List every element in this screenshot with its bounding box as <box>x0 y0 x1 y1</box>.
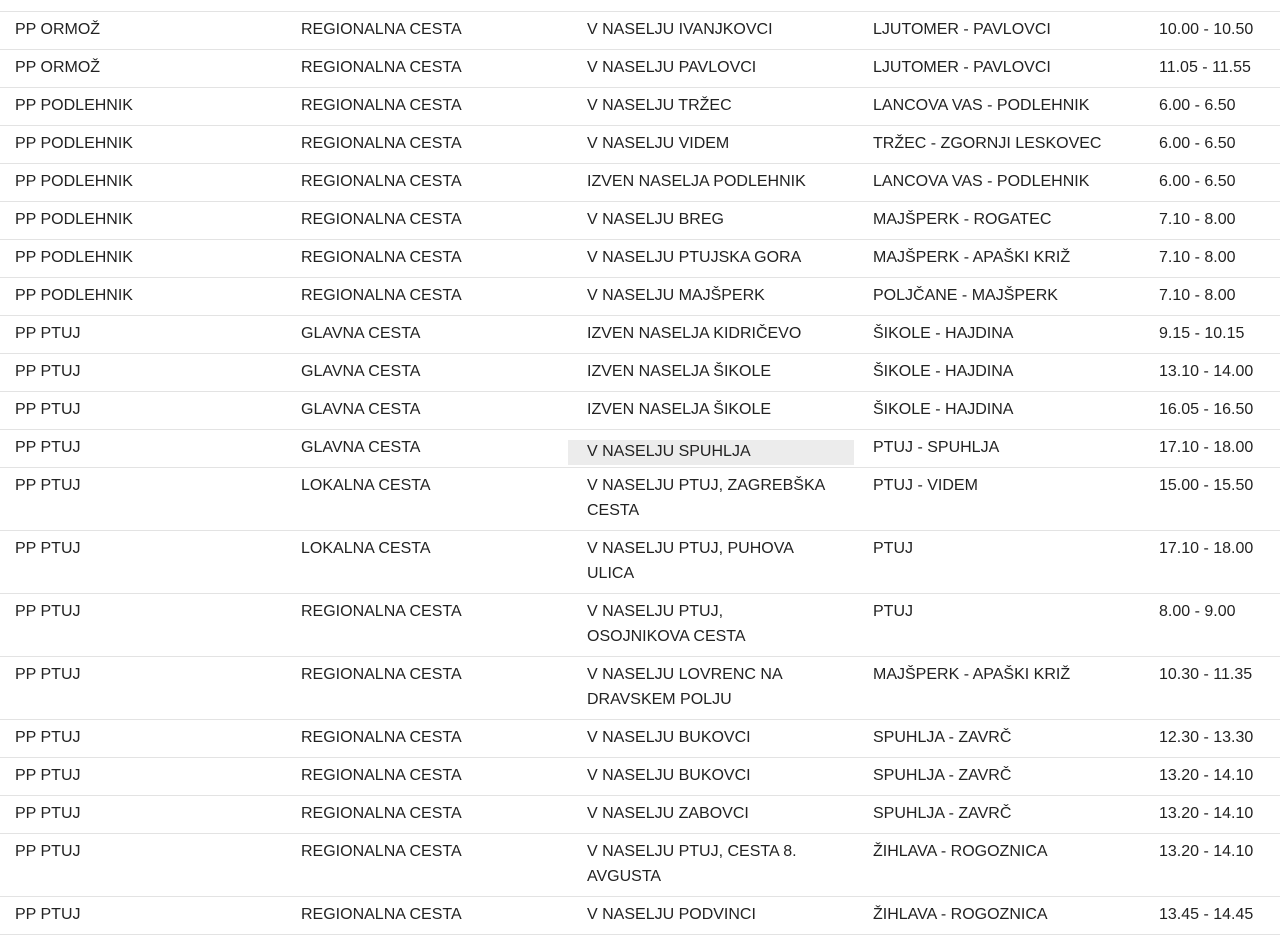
location-cell: V NASELJU TRŽEC <box>587 97 732 114</box>
time-cell: 12.30 - 13.30 <box>1159 729 1254 746</box>
section-cell: PTUJ <box>873 540 913 557</box>
police-station-cell: PP PODLEHNIK <box>15 249 133 266</box>
police-station-cell: PP PTUJ <box>15 401 81 418</box>
time-cell: 11.05 - 11.55 <box>1159 59 1251 76</box>
location-cell: V NASELJU PTUJ, ZAGREBŠKA CESTA <box>587 477 825 519</box>
table-row <box>0 240 1280 278</box>
police-station-cell: PP PTUJ <box>15 439 81 456</box>
police-station-cell: PP PTUJ <box>15 325 81 342</box>
road-type-cell: REGIONALNA CESTA <box>301 603 462 620</box>
police-station-cell: PP PODLEHNIK <box>15 287 133 304</box>
section-cell: ŠIKOLE - HAJDINA <box>873 325 1014 342</box>
section-cell: POLJČANE - MAJŠPERK <box>873 287 1058 304</box>
section-cell: ŠIKOLE - HAJDINA <box>873 401 1014 418</box>
location-cell: IZVEN NASELJA KIDRIČEVO <box>587 325 802 342</box>
location-cell: V NASELJU IVANJKOVCI <box>587 21 773 38</box>
section-cell: SPUHLJA - ZAVRČ <box>873 767 1012 784</box>
location-cell: V NASELJU BREG <box>587 211 724 228</box>
location-cell: V NASELJU VIDEM <box>587 135 730 152</box>
time-cell: 16.05 - 16.50 <box>1159 401 1254 418</box>
section-cell: MAJŠPERK - APAŠKI KRIŽ <box>873 666 1071 683</box>
location-cell: IZVEN NASELJA ŠIKOLE <box>587 363 772 380</box>
road-type-cell: REGIONALNA CESTA <box>301 21 462 38</box>
section-cell: PTUJ - SPUHLJA <box>873 439 1000 456</box>
table-row <box>0 392 1280 430</box>
location-cell: V NASELJU PTUJ, CESTA 8. AVGUSTA <box>587 843 797 885</box>
section-cell: ŽIHLAVA - ROGOZNICA <box>873 906 1048 923</box>
location-cell: V NASELJU PAVLOVCI <box>587 59 757 76</box>
time-cell: 15.00 - 15.50 <box>1159 477 1254 494</box>
table-row <box>0 88 1280 126</box>
section-cell: LJUTOMER - PAVLOVCI <box>873 21 1051 38</box>
road-type-cell: REGIONALNA CESTA <box>301 135 462 152</box>
table-row <box>0 796 1280 834</box>
table-row <box>0 897 1280 935</box>
table-row <box>0 164 1280 202</box>
police-station-cell: PP PODLEHNIK <box>15 173 133 190</box>
location-cell: V NASELJU ZABOVCI <box>587 805 749 822</box>
location-cell: V NASELJU PTUJ, PUHOVA ULICA <box>587 540 793 582</box>
location-cell: V NASELJU LOVRENC NA DRAVSKEM POLJU <box>587 666 782 708</box>
table-row <box>0 531 1280 594</box>
police-station-cell: PP PTUJ <box>15 906 81 923</box>
police-station-cell: PP PTUJ <box>15 805 81 822</box>
table-row <box>0 354 1280 392</box>
police-station-cell: PP PTUJ <box>15 843 81 860</box>
road-type-cell: REGIONALNA CESTA <box>301 767 462 784</box>
road-type-cell: REGIONALNA CESTA <box>301 287 462 304</box>
police-station-cell: PP ORMOŽ <box>15 21 101 38</box>
speed-control-table <box>0 11 1280 935</box>
time-cell: 10.30 - 11.35 <box>1159 666 1253 683</box>
location-cell: V NASELJU MAJŠPERK <box>587 287 765 304</box>
road-type-cell: REGIONALNA CESTA <box>301 666 462 683</box>
table-row <box>0 278 1280 316</box>
table-row <box>0 126 1280 164</box>
section-cell: TRŽEC - ZGORNJI LESKOVEC <box>873 135 1102 152</box>
location-cell: IZVEN NASELJA ŠIKOLE <box>587 401 772 418</box>
time-cell: 6.00 - 6.50 <box>1159 173 1236 190</box>
road-type-cell: REGIONALNA CESTA <box>301 805 462 822</box>
section-cell: PTUJ <box>873 603 913 620</box>
road-type-cell: GLAVNA CESTA <box>301 325 421 342</box>
road-type-cell: REGIONALNA CESTA <box>301 97 462 114</box>
time-cell: 7.10 - 8.00 <box>1159 211 1236 228</box>
section-cell: PTUJ - VIDEM <box>873 477 978 494</box>
police-station-cell: PP PODLEHNIK <box>15 135 133 152</box>
section-cell: LANCOVA VAS - PODLEHNIK <box>873 97 1090 114</box>
police-station-cell: PP PTUJ <box>15 729 81 746</box>
road-type-cell: REGIONALNA CESTA <box>301 173 462 190</box>
time-cell: 10.00 - 10.50 <box>1159 21 1254 38</box>
time-cell: 7.10 - 8.00 <box>1159 249 1236 266</box>
road-type-cell: GLAVNA CESTA <box>301 363 421 380</box>
road-type-cell: REGIONALNA CESTA <box>301 906 462 923</box>
table-row <box>0 720 1280 758</box>
road-type-cell: REGIONALNA CESTA <box>301 59 462 76</box>
police-station-cell: PP PTUJ <box>15 540 81 557</box>
section-cell: ŠIKOLE - HAJDINA <box>873 363 1014 380</box>
time-cell: 13.20 - 14.10 <box>1159 767 1254 784</box>
location-cell: V NASELJU PTUJSKA GORA <box>587 249 802 266</box>
road-type-cell: REGIONALNA CESTA <box>301 249 462 266</box>
time-cell: 6.00 - 6.50 <box>1159 97 1236 114</box>
section-cell: LJUTOMER - PAVLOVCI <box>873 59 1051 76</box>
location-cell: IZVEN NASELJA PODLEHNIK <box>587 173 806 190</box>
time-cell: 17.10 - 18.00 <box>1159 439 1254 456</box>
section-cell: MAJŠPERK - ROGATEC <box>873 211 1052 228</box>
table-row <box>0 657 1280 720</box>
time-cell: 7.10 - 8.00 <box>1159 287 1236 304</box>
police-station-cell: PP PTUJ <box>15 363 81 380</box>
road-type-cell: LOKALNA CESTA <box>301 477 431 494</box>
police-station-cell: PP PTUJ <box>15 767 81 784</box>
road-type-cell: REGIONALNA CESTA <box>301 843 462 860</box>
police-station-cell: PP PODLEHNIK <box>15 211 133 228</box>
road-type-cell: LOKALNA CESTA <box>301 540 431 557</box>
police-station-cell: PP PTUJ <box>15 477 81 494</box>
table-row <box>0 758 1280 796</box>
section-cell: MAJŠPERK - APAŠKI KRIŽ <box>873 249 1071 266</box>
location-cell: V NASELJU BUKOVCI <box>587 729 751 746</box>
time-cell: 9.15 - 10.15 <box>1159 325 1245 342</box>
section-cell: SPUHLJA - ZAVRČ <box>873 729 1012 746</box>
table-row <box>0 12 1280 50</box>
table-row <box>0 834 1280 897</box>
table-row <box>0 50 1280 88</box>
location-cell: V NASELJU PTUJ, OSOJNIKOVA CESTA <box>587 603 746 645</box>
police-station-cell: PP PTUJ <box>15 666 81 683</box>
section-cell: ŽIHLAVA - ROGOZNICA <box>873 843 1048 860</box>
time-cell: 8.00 - 9.00 <box>1159 603 1236 620</box>
police-station-cell: PP PTUJ <box>15 603 81 620</box>
table-row <box>0 594 1280 657</box>
time-cell: 6.00 - 6.50 <box>1159 135 1236 152</box>
time-cell: 13.45 - 14.45 <box>1159 906 1254 923</box>
location-cell: V NASELJU BUKOVCI <box>587 767 751 784</box>
location-cell-highlighted: V NASELJU SPUHLJA <box>568 440 854 465</box>
time-cell: 13.20 - 14.10 <box>1159 805 1254 822</box>
road-type-cell: REGIONALNA CESTA <box>301 211 462 228</box>
table-row <box>0 202 1280 240</box>
section-cell: SPUHLJA - ZAVRČ <box>873 805 1012 822</box>
time-cell: 17.10 - 18.00 <box>1159 540 1254 557</box>
time-cell: 13.20 - 14.10 <box>1159 843 1254 860</box>
time-cell: 13.10 - 14.00 <box>1159 363 1254 380</box>
section-cell: LANCOVA VAS - PODLEHNIK <box>873 173 1090 190</box>
table-row <box>0 468 1280 531</box>
police-station-cell: PP PODLEHNIK <box>15 97 133 114</box>
police-station-cell: PP ORMOŽ <box>15 59 101 76</box>
table-row <box>0 316 1280 354</box>
location-cell: V NASELJU PODVINCI <box>587 906 756 923</box>
road-type-cell: GLAVNA CESTA <box>301 401 421 418</box>
road-type-cell: REGIONALNA CESTA <box>301 729 462 746</box>
table-row <box>0 430 1280 468</box>
road-type-cell: GLAVNA CESTA <box>301 439 421 456</box>
